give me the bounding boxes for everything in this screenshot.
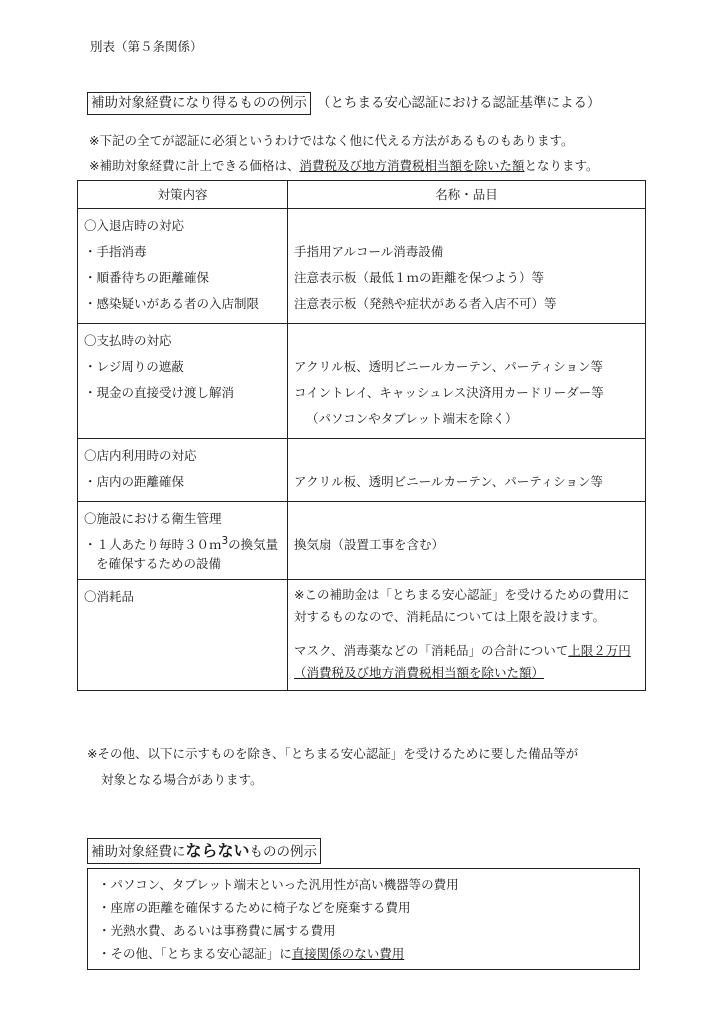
row-payment-measures: 〇支払時の対応 ・レジ周りの遮蔽 ・現金の直接受け渡し解消 xyxy=(78,324,288,439)
note-underlined-tax: 消費税及び地方消費税相当額を除いた額 xyxy=(299,158,525,173)
table-row xyxy=(78,324,646,439)
list-item: ・その他、「とちまる安心認証」に直接関係のない費用 xyxy=(98,946,405,961)
row-consumables-items xyxy=(288,580,646,691)
eligible-expenses-table xyxy=(77,180,646,691)
ventilation-requirement: ・１人あたり毎時３０ｍ$^3$の換気量を確保するための設備 xyxy=(84,535,279,572)
header-measures: 対策内容 xyxy=(78,181,288,209)
note-not-all-required: ※下記の全てが認証に必須というわけではなく他に代える方法があるものもあります。 xyxy=(89,133,574,148)
other-items-note: ※その他、以下に示すものを除き、「とちまる安心認証」を受けるために要した備品等が 対象となる場合があります。 xyxy=(87,746,579,787)
row-in-store-measures: 〇店内利用時の対応 ・店内の距離確保 xyxy=(78,439,288,502)
list-item: ・光熱水費、あるいは事務費に属する費用 xyxy=(98,923,336,938)
row-entry-exit-measures: 〇入退店時の対応 ・手指消毒 ・順番待ちの距離確保 ・感染疑いがある者の入店制限 xyxy=(78,209,288,324)
row-hygiene-measures: 〇施設における衛生管理 ・１人あたり毎時３０ｍ$^3$の換気量を確保するための設備 xyxy=(78,502,288,580)
section-title-ineligible: 補助対象経費にならないものの例示 xyxy=(87,838,321,864)
attachment-reference: 別表（第５条関係） xyxy=(90,39,203,54)
table-row xyxy=(78,209,646,324)
row-consumables-measures: 〇消耗品 xyxy=(78,580,288,691)
table-row xyxy=(78,502,646,580)
row-hygiene-items: 換気扇（設置工事を含む） xyxy=(288,502,646,580)
row-in-store-items: アクリル板、透明ビニールカーテン、パーティション等 xyxy=(288,439,646,502)
ineligible-expenses-list xyxy=(87,868,640,970)
section-title-eligible: 補助対象経費になり得るものの例示 xyxy=(87,92,311,115)
row-entry-exit-items: 手指用アルコール消毒設備 注意表示板（最低１ｍの距離を保つよう）等 注意表示板（発熱や症状がある者入店不可）等 xyxy=(288,209,646,324)
note-price-excluding-tax: ※補助対象経費に計上できる価格は、消費税及び地方消費税相当額を除いた額となります。 xyxy=(89,158,599,173)
section-heading-ineligible xyxy=(87,838,321,864)
section-heading-eligible xyxy=(87,92,601,115)
table-row xyxy=(78,580,646,691)
consumables-cap-amount: マスク、消毒薬などの「消耗品」の合計について上限２万円（消費税及び地方消費税相当額を除いた額） xyxy=(294,643,631,681)
consumables-cap-note: ※この補助金は「とちまる安心認証」を受けるための費用に対するものなので、消耗品については上限を設けます。 xyxy=(294,587,630,625)
table-header-row xyxy=(78,181,646,209)
list-item: ・座席の距離を確保するために椅子などを廃棄する費用 xyxy=(98,900,411,915)
table-row xyxy=(78,439,646,502)
row-payment-items: アクリル板、透明ビニールカーテン、パーティション等 コイントレイ、キャッシュレス決済用カードリーダー等 （パソコンやタブレット端末を除く） xyxy=(288,324,646,439)
section-subtitle-eligible: （とちまる安心認証における認証基準による） xyxy=(317,95,601,111)
header-items: 名称・品目 xyxy=(288,181,646,209)
list-item: ・パソコン、タブレット端末といった汎用性が高い機器等の費用 xyxy=(98,877,459,892)
